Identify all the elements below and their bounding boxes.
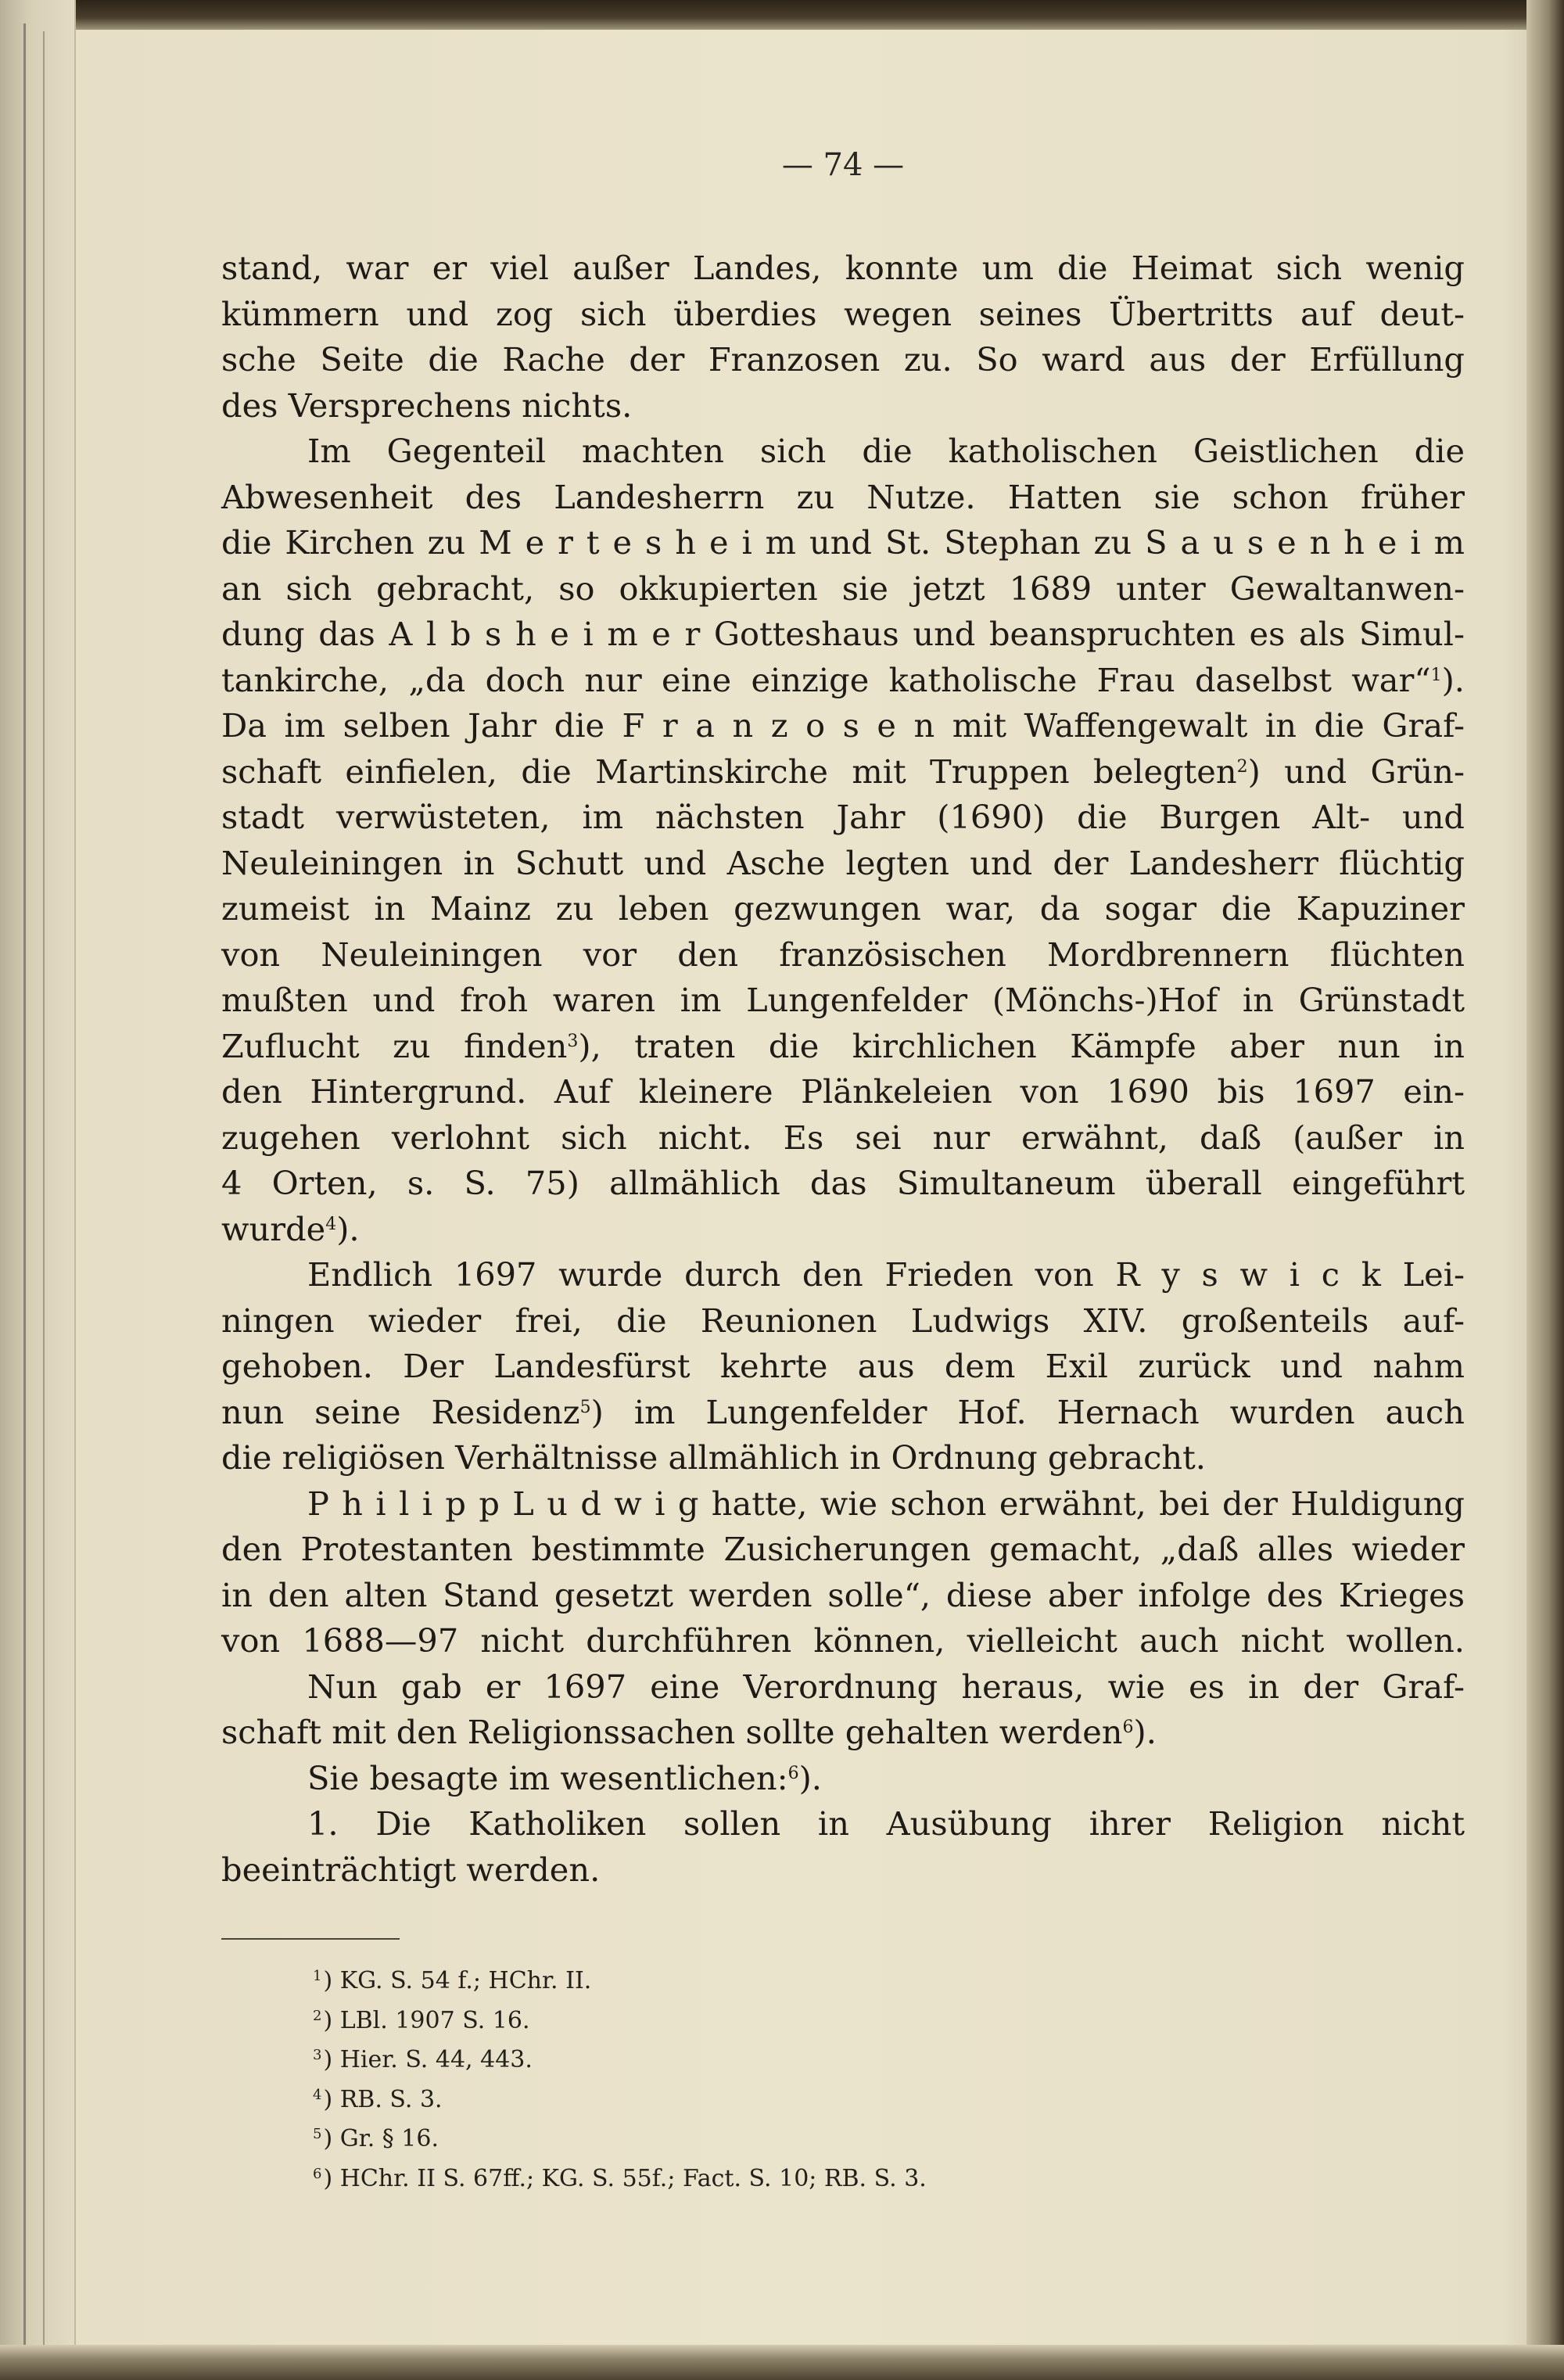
text-line: [221, 932, 1465, 978]
page-right-edge: [1526, 0, 1564, 2380]
text-line: [221, 429, 1465, 475]
line-text: schaft mit den Religionssachen sollte gehalten werden: [221, 1713, 1123, 1751]
text-line: [221, 475, 1465, 521]
text-line: [221, 1344, 1465, 1390]
line-text: des Versprechens nichts.: [221, 386, 633, 425]
text-line: [221, 658, 1465, 704]
line-text-after: ) im Lungenfelder Hof. Hernach wurden auch: [590, 1392, 1465, 1431]
page-bottom-edge: [0, 2345, 1564, 2380]
line-text: P h i l i p p L u d w i g hatte, wie schon erwähnt, bei der Huldigung: [307, 1484, 1465, 1523]
body-text: [221, 246, 1465, 1893]
text-line: [221, 1756, 1465, 1802]
line-text: in den alten Stand gesetzt werden solle“, diese aber infolge des Krieges: [221, 1575, 1465, 1614]
line-text: gehoben. Der Landesfürst kehrte aus dem Exil zurück und nahm: [221, 1347, 1465, 1385]
footnote-marker: 3: [567, 1031, 579, 1051]
footnote-entry: [313, 2078, 1173, 2118]
line-text: die religiösen Verhältnisse allmählich in Ordnung gebracht.: [221, 1438, 1206, 1477]
line-text: Zuflucht zu finden: [221, 1026, 568, 1065]
footnote-number: 5: [313, 2126, 322, 2142]
footnote-number: 3: [313, 2047, 322, 2063]
text-line: [221, 1390, 1465, 1436]
line-text: Da im selben Jahr die F r a n z o s e n mit Waffengewalt in die Graf-: [221, 706, 1465, 745]
footnote-number: 4: [313, 2086, 322, 2103]
text-line: [221, 566, 1465, 612]
line-text: von 1688—97 nicht durchführen können, vielleicht auch nicht wollen.: [221, 1621, 1465, 1660]
footnote-text: ) RB. S. 3.: [323, 2085, 443, 2113]
text-line: [221, 1801, 1465, 1847]
line-text: an sich gebracht, so okkupierten sie jetzt 1689 unter Gewaltanwen-: [221, 569, 1465, 608]
footnote-entry: [313, 2038, 1173, 2078]
text-line: [221, 1847, 1465, 1894]
line-text: die Kirchen zu M e r t e s h e i m und St. Stephan zu S a u s e n h e i m: [221, 523, 1465, 562]
text-line: [221, 978, 1465, 1024]
text-line: [221, 1710, 1465, 1756]
page-top-edge: [0, 0, 1564, 30]
footnote-text: ) LBl. 1907 S. 16.: [323, 2006, 530, 2034]
line-text: ningen wieder frei, die Reunionen Ludwigs XIV. großenteils auf-: [221, 1301, 1465, 1340]
text-line: [221, 383, 1465, 429]
line-text: zugehen verlohnt sich nicht. Es sei nur erwähnt, daß (außer in: [221, 1118, 1465, 1157]
text-line: [221, 886, 1465, 932]
footnote-text: ) Hier. S. 44, 443.: [323, 2046, 533, 2073]
text-line: [221, 337, 1465, 383]
footnote-marker: 2: [1236, 756, 1248, 777]
line-text: beeinträchtigt werden.: [221, 1850, 601, 1889]
line-text: nun seine Residenz: [221, 1392, 580, 1431]
text-line: [221, 1024, 1465, 1070]
text-line: [221, 1252, 1465, 1298]
line-text: Nun gab er 1697 eine Verordnung heraus, wie es in der Graf-: [307, 1667, 1465, 1706]
line-text-after: ).: [798, 1758, 822, 1797]
text-line: [221, 1161, 1465, 1207]
text-line: [221, 1435, 1465, 1481]
line-text-after: ).: [1441, 660, 1465, 699]
footnote-text: ) Gr. § 16.: [323, 2125, 439, 2152]
line-text: 4 Orten, s. S. 75) allmählich das Simultaneum überall eingeführt: [221, 1164, 1465, 1202]
page-number: — 74 —: [781, 147, 905, 183]
footnote-entry: [313, 2157, 1173, 2197]
footnote-text: ) KG. S. 54 f.; HChr. II.: [323, 1967, 592, 1994]
footnote-marker: 4: [325, 1214, 337, 1234]
line-text-after: ), traten die kirchlichen Kämpfe aber nun in: [578, 1026, 1465, 1065]
line-text: Neuleiningen in Schutt und Asche legten und der Landesherr flüchtig: [221, 843, 1465, 882]
line-text: Sie besagte im wesentlichen:: [307, 1758, 788, 1797]
text-line: [221, 1527, 1465, 1573]
binding-line: [43, 31, 45, 2346]
line-text: sche Seite die Rache der Franzosen zu. So ward aus der Erfüllung: [221, 340, 1465, 379]
line-text: schaft einfielen, die Martinskirche mit Truppen belegten: [221, 752, 1237, 791]
line-text: dung das A l b s h e i m e r Gotteshaus und beanspruchten es als Simul-: [221, 615, 1465, 653]
footnote-rule: [221, 1938, 400, 1940]
line-text: Im Gegenteil machten sich die katholischen Geistlichen die: [307, 432, 1465, 470]
text-line: [221, 1069, 1465, 1115]
text-line: [221, 612, 1465, 658]
line-text: kümmern und zog sich überdies wegen seines Übertritts auf deut-: [221, 294, 1465, 333]
text-line: [221, 1115, 1465, 1161]
line-text-after: ).: [1133, 1713, 1157, 1751]
footnote-entry: [313, 2117, 1173, 2157]
footnote-number: 2: [313, 2007, 322, 2024]
line-text: stadt verwüsteten, im nächsten Jahr (1690) die Burgen Alt- und: [221, 798, 1465, 836]
footnote-text: ) HChr. II S. 67ff.; KG. S. 55f.; Fact. S. 10; RB. S. 3.: [323, 2164, 927, 2192]
text-line: [221, 1207, 1465, 1253]
footnotes: [313, 1959, 1173, 2196]
line-text: Endlich 1697 wurde durch den Frieden von R y s w i c k Lei-: [307, 1255, 1465, 1294]
line-text: 1. Die Katholiken sollen in Ausübung ihrer Religion nicht: [307, 1804, 1465, 1843]
text-line: [221, 703, 1465, 749]
line-text-after: ).: [336, 1209, 360, 1248]
line-text: den Protestanten bestimmte Zusicherungen gemacht, „daß alles wieder: [221, 1530, 1465, 1568]
text-line: [221, 795, 1465, 841]
binding-line: [23, 23, 26, 2354]
footnote-marker: 5: [579, 1397, 591, 1417]
line-text: stand, war er viel außer Landes, konnte um die Heimat sich wenig: [221, 249, 1465, 287]
text-line: [221, 1573, 1465, 1619]
text-line: [221, 246, 1465, 292]
text-line: [221, 841, 1465, 887]
text-line: [221, 292, 1465, 338]
line-text-after: ) und Grün-: [1247, 752, 1465, 791]
text-line: [221, 749, 1465, 795]
footnote-number: 1: [313, 1968, 322, 1984]
line-text: tankirche, „da doch nur eine einzige katholische Frau daselbst war“: [221, 660, 1431, 699]
line-text: wurde: [221, 1209, 326, 1248]
footnote-marker: 1: [1430, 665, 1442, 685]
text-line: [221, 1298, 1465, 1344]
line-text: mußten und froh waren im Lungenfelder (Mönchs-)Hof in Grünstadt: [221, 981, 1465, 1019]
footnote-marker: 6: [787, 1763, 799, 1783]
line-text: Abwesenheit des Landesherrn zu Nutze. Hatten sie schon früher: [221, 477, 1465, 516]
line-text: zumeist in Mainz zu leben gezwungen war, da sogar die Kapuziner: [221, 889, 1465, 928]
footnote-marker: 6: [1122, 1718, 1134, 1737]
footnote-entry: [313, 1959, 1173, 1999]
footnote-number: 6: [313, 2165, 322, 2182]
line-text: den Hintergrund. Auf kleinere Plänkeleien von 1690 bis 1697 ein-: [221, 1072, 1465, 1111]
text-line: [221, 1481, 1465, 1527]
book-binding: [0, 0, 76, 2380]
text-line: [221, 1618, 1465, 1664]
footnote-entry: [313, 1999, 1173, 2039]
text-line: [221, 520, 1465, 566]
line-text: von Neuleiningen vor den französischen Mordbrennern flüchten: [221, 935, 1465, 974]
text-line: [221, 1664, 1465, 1711]
